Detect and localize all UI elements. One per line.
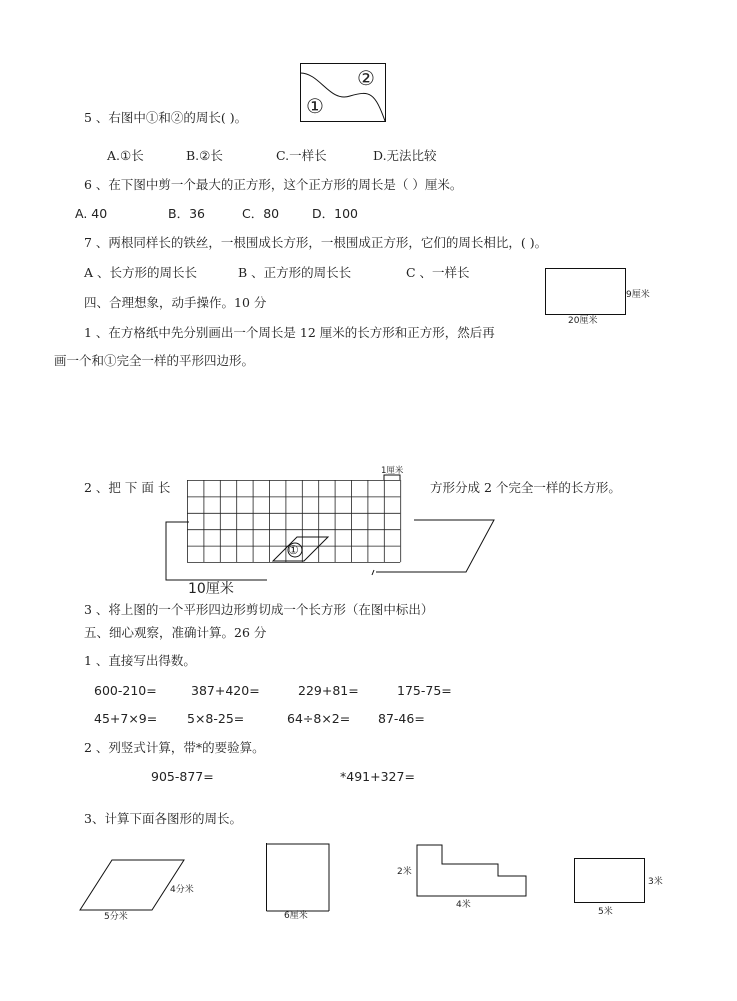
- section4-title: 四、合理想象，动手操作。10 分: [84, 295, 267, 310]
- q6-option-c: C．80: [242, 206, 280, 221]
- section4-q1-line1: 1 、在方格纸中先分别画出一个周长是 12 厘米的长方形和正方形，然后再: [84, 325, 495, 340]
- calc-r2-c1: 45+7×9=: [94, 711, 158, 726]
- vertical-calc-1: 905-877=: [151, 769, 214, 784]
- figure-step-side: 2米: [397, 867, 412, 877]
- calc-r1-c1: 600-210=: [94, 683, 157, 698]
- grid-unit-label: 1厘米: [381, 466, 404, 476]
- q7-option-b: B 、正方形的周长长: [238, 265, 352, 280]
- calc-r2-c4: 87-46=: [378, 711, 425, 726]
- q5-region-2-label: ②: [357, 66, 375, 90]
- q5-option-c: C.一样长: [276, 148, 327, 163]
- figure-rectangle-side: 3米: [648, 877, 663, 887]
- length-label: 10厘米: [188, 581, 234, 597]
- figure-parallelogram-base: 5分米: [104, 912, 128, 922]
- q5-option-d: D.无法比较: [373, 148, 437, 163]
- q6-rect-height-label: 9厘米: [626, 290, 650, 300]
- q6-rectangle-figure: [545, 268, 627, 316]
- calc-r2-c2: 5×8-25=: [187, 711, 245, 726]
- section5-q2: 2 、列竖式计算，带*的要验算。: [84, 740, 265, 755]
- q6-rect-width-label: 20厘米: [568, 316, 598, 326]
- long-rectangle-outline: [164, 515, 504, 585]
- q7-option-a: A 、长方形的周长长: [84, 265, 198, 280]
- calc-r1-c4: 175-75=: [397, 683, 452, 698]
- q6-option-b: B．36: [168, 206, 205, 221]
- figure-rectangle-base: 5米: [598, 907, 613, 917]
- figure-parallelogram-side: 4分米: [170, 885, 194, 895]
- figure-step-shape: [416, 844, 532, 898]
- q5-stem: 5 、右图中①和②的周长( )。: [84, 110, 248, 125]
- section4-q2-left: 2 、把 下 面 长: [84, 480, 171, 495]
- figure-rectangle: [574, 858, 648, 904]
- q6-option-a: A. 40: [75, 206, 108, 221]
- section4-q3: 3 、将上图的一个平形四边形剪切成一个长方形（在图中标出）: [84, 602, 434, 617]
- vertical-calc-2: *491+327=: [340, 769, 415, 784]
- figure-tall-rectangle: [265, 843, 335, 913]
- calc-r1-c2: 387+420=: [191, 683, 260, 698]
- calc-r1-c3: 229+81=: [298, 683, 359, 698]
- q5-region-1-label: ①: [306, 94, 324, 118]
- q7-option-c: C 、一样长: [406, 265, 470, 280]
- q6-option-d: D．100: [312, 206, 358, 221]
- section5-q1: 1 、直接写出得数。: [84, 653, 196, 668]
- section4-q2-right: 方形分成 2 个完全一样的长方形。: [430, 480, 621, 495]
- q6-stem: 6 、在下图中剪一个最大的正方形，这个正方形的周长是（ ）厘米。: [84, 177, 463, 192]
- figure-step-base: 4米: [456, 900, 471, 910]
- q5-option-a: A.①长: [107, 148, 144, 163]
- parallelogram-1-label: ①: [288, 543, 299, 557]
- q5-option-b: B.②长: [186, 148, 223, 163]
- grid-unit-bracket: [383, 473, 403, 481]
- section5-q3: 3、计算下面各图形的周长。: [84, 811, 242, 826]
- section4-q1-line2: 画一个和①完全一样的平形四边形。: [54, 353, 255, 368]
- figure-tall-rectangle-base: 6厘米: [284, 911, 308, 921]
- q7-stem: 7 、两根同样长的铁丝，一根围成长方形，一根围成正方形，它们的周长相比，( )。: [84, 235, 548, 250]
- calc-r2-c3: 64÷8×2=: [287, 711, 351, 726]
- section5-title: 五、细心观察，准确计算。26 分: [84, 625, 267, 640]
